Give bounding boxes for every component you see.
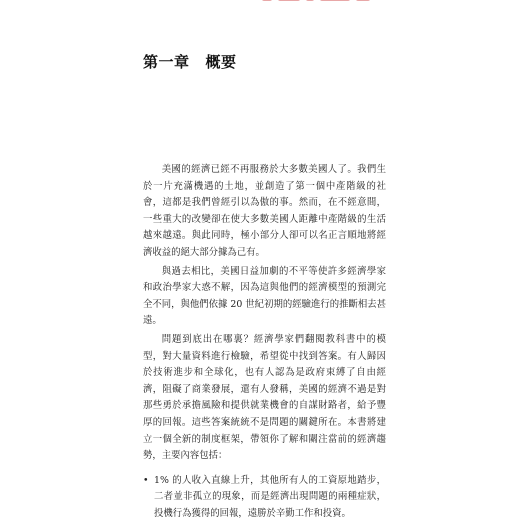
- list-item-text: 1% 的人收入直線上升，其他所有人的工資原地踏步，二者並非孤立的現象，而是經濟出現問題的兩種症狀，投機行為獲得的回報，遠勝於辛勤工作和投資。: [154, 474, 386, 519]
- top-decoration: [262, 0, 384, 4]
- summary-list: [143, 473, 386, 522]
- chapter-heading: [143, 51, 237, 72]
- paragraph: 美國的經濟已經不再服務於大多數美國人了。我們生於一片充滿機遇的土地，並創造了第一個中產階級的社會，這都是我們曾經引以為傲的事。然而，在不經意間，一些重大的改變卻在使大多數美國人距離中產階級的生活越來越遠。與此同時，極小部分人卻可以名正言順地將經濟收益的絕大部分據為己有。: [143, 164, 386, 258]
- chapter-title: 概要: [205, 53, 237, 71]
- paragraph: 與過去相比，美國日益加劇的不平等使許多經濟學家和政治學家大惑不解，因為這與他們的經濟模型的預測完全不同，與他們依據 20 世紀初期的經驗進行的推斷相去甚遠。: [143, 265, 386, 327]
- bullet-icon: •: [143, 474, 149, 486]
- chapter-number: 第一章: [143, 53, 190, 71]
- chapter-body: [143, 162, 386, 522]
- paragraph: 問題到底出在哪裏？經濟學家們翻閱教科書中的模型，對大量資料進行檢驗，希望從中找到答案。有人歸因於技術進步和全球化，也有人認為是政府束縛了自由經濟，阻礙了商業發展，還有人發稱，美國的經濟不過是對那些勇於承擔風險和提供就業機會的自謀財路者，給予豐厚的回報。這些答案統統不是問題的關鍵所在。本書將建立一個全新的制度框架，帶領你了解和關注當前的經濟趨勢，主要內容包括：: [143, 333, 386, 462]
- list-item: [143, 473, 386, 522]
